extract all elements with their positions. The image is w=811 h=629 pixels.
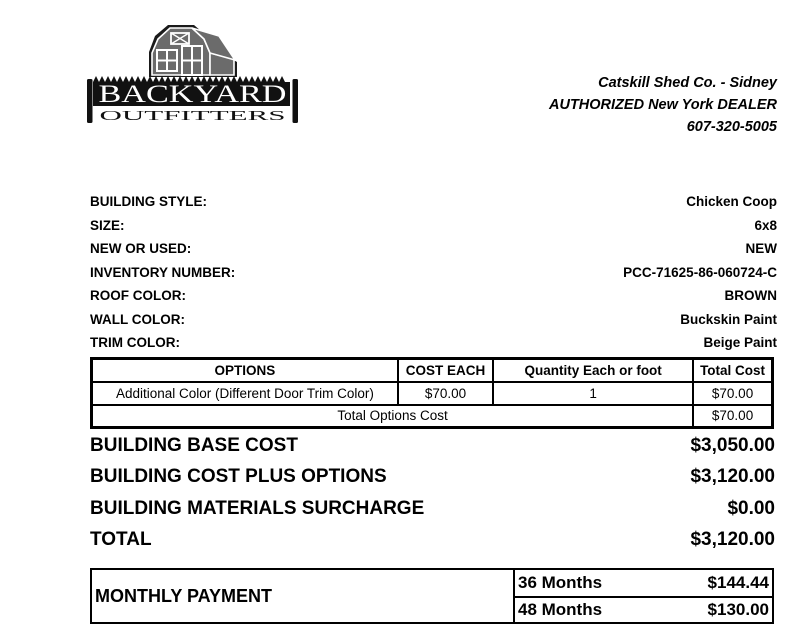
logo-right-bar bbox=[293, 79, 299, 123]
detail-row-roof-color bbox=[90, 284, 777, 308]
backyard-outfitters-logo bbox=[85, 12, 300, 142]
total-options-cost-value: $70.00 bbox=[693, 405, 772, 428]
dealer-name: Catskill Shed Co. - Sidney bbox=[598, 75, 777, 91]
option-name-cell: Additional Color (Different Door Trim Color) bbox=[92, 382, 398, 405]
payment-plan-48-months bbox=[515, 596, 772, 622]
options-header-cost-each: COST EACH bbox=[398, 359, 493, 382]
detail-label: BUILDING STYLE: bbox=[90, 194, 207, 210]
monthly-payment-table bbox=[90, 568, 774, 624]
detail-value: NEW bbox=[745, 241, 777, 257]
option-cost-each-cell: $70.00 bbox=[398, 382, 493, 405]
detail-label: SIZE: bbox=[90, 217, 125, 233]
detail-value: PCC-71625-86-060724-C bbox=[623, 264, 777, 280]
detail-value: Buckskin Paint bbox=[680, 311, 777, 327]
detail-row-trim-color bbox=[90, 331, 777, 355]
detail-label: NEW OR USED: bbox=[90, 241, 192, 257]
logo-graphic bbox=[85, 12, 300, 142]
options-header-row bbox=[92, 359, 773, 382]
detail-value: Beige Paint bbox=[703, 335, 777, 351]
plan-term: 48 Months bbox=[518, 600, 603, 619]
summary-value: $3,120.00 bbox=[690, 466, 775, 488]
logo-secondary-text: OUTFITTERS bbox=[99, 108, 286, 123]
summary-label: BUILDING COST PLUS OPTIONS bbox=[90, 466, 387, 488]
summary-row-materials-surcharge bbox=[90, 493, 775, 525]
options-header-quantity: Quantity Each or foot bbox=[493, 359, 693, 382]
barn-window-icon bbox=[157, 50, 177, 71]
detail-label: ROOF COLOR: bbox=[90, 288, 186, 304]
summary-row-base-cost bbox=[90, 430, 775, 462]
plan-term: 36 Months bbox=[518, 573, 603, 592]
summary-value: $3,050.00 bbox=[690, 434, 775, 456]
plan-amount: $130.00 bbox=[707, 600, 769, 619]
summary-value: $3,120.00 bbox=[690, 529, 775, 551]
options-table bbox=[90, 357, 774, 429]
logo-left-bar bbox=[87, 79, 93, 123]
options-data-row bbox=[92, 382, 773, 405]
dealer-info bbox=[549, 72, 777, 138]
logo-primary-text: BACKYARD bbox=[98, 81, 287, 108]
payment-plan-36-months bbox=[515, 570, 772, 596]
detail-row-wall-color bbox=[90, 308, 777, 332]
cost-summary bbox=[90, 430, 775, 556]
summary-label: TOTAL bbox=[90, 529, 152, 551]
total-options-cost-label: Total Options Cost bbox=[92, 405, 694, 428]
dealer-authorization: AUTHORIZED New York DEALER bbox=[549, 97, 777, 113]
summary-label: BUILDING MATERIALS SURCHARGE bbox=[90, 497, 425, 519]
options-header-total-cost: Total Cost bbox=[693, 359, 772, 382]
barn-door-icon bbox=[182, 46, 202, 75]
detail-value: BROWN bbox=[724, 288, 777, 304]
options-footer-row bbox=[92, 405, 773, 428]
detail-row-building-style bbox=[90, 190, 777, 214]
summary-value: $0.00 bbox=[727, 497, 775, 519]
detail-value: 6x8 bbox=[754, 217, 777, 233]
option-quantity-cell: 1 bbox=[493, 382, 693, 405]
detail-row-inventory-number bbox=[90, 261, 777, 285]
detail-row-size bbox=[90, 214, 777, 238]
detail-row-new-or-used bbox=[90, 237, 777, 261]
options-header-options: OPTIONS bbox=[92, 359, 398, 382]
detail-value: Chicken Coop bbox=[686, 194, 777, 210]
detail-label: TRIM COLOR: bbox=[90, 335, 180, 351]
detail-label: INVENTORY NUMBER: bbox=[90, 264, 236, 280]
monthly-payment-label: MONTHLY PAYMENT bbox=[92, 570, 515, 622]
barn-vent-icon bbox=[171, 33, 189, 44]
barn-icon bbox=[149, 25, 237, 77]
option-total-cost-cell: $70.00 bbox=[693, 382, 772, 405]
building-details bbox=[90, 190, 777, 355]
dealer-phone: 607-320-5005 bbox=[686, 119, 777, 135]
summary-label: BUILDING BASE COST bbox=[90, 434, 298, 456]
plan-amount: $144.44 bbox=[707, 573, 769, 592]
summary-row-cost-plus-options bbox=[90, 462, 775, 494]
detail-label: WALL COLOR: bbox=[90, 311, 185, 327]
summary-row-total bbox=[90, 525, 775, 557]
